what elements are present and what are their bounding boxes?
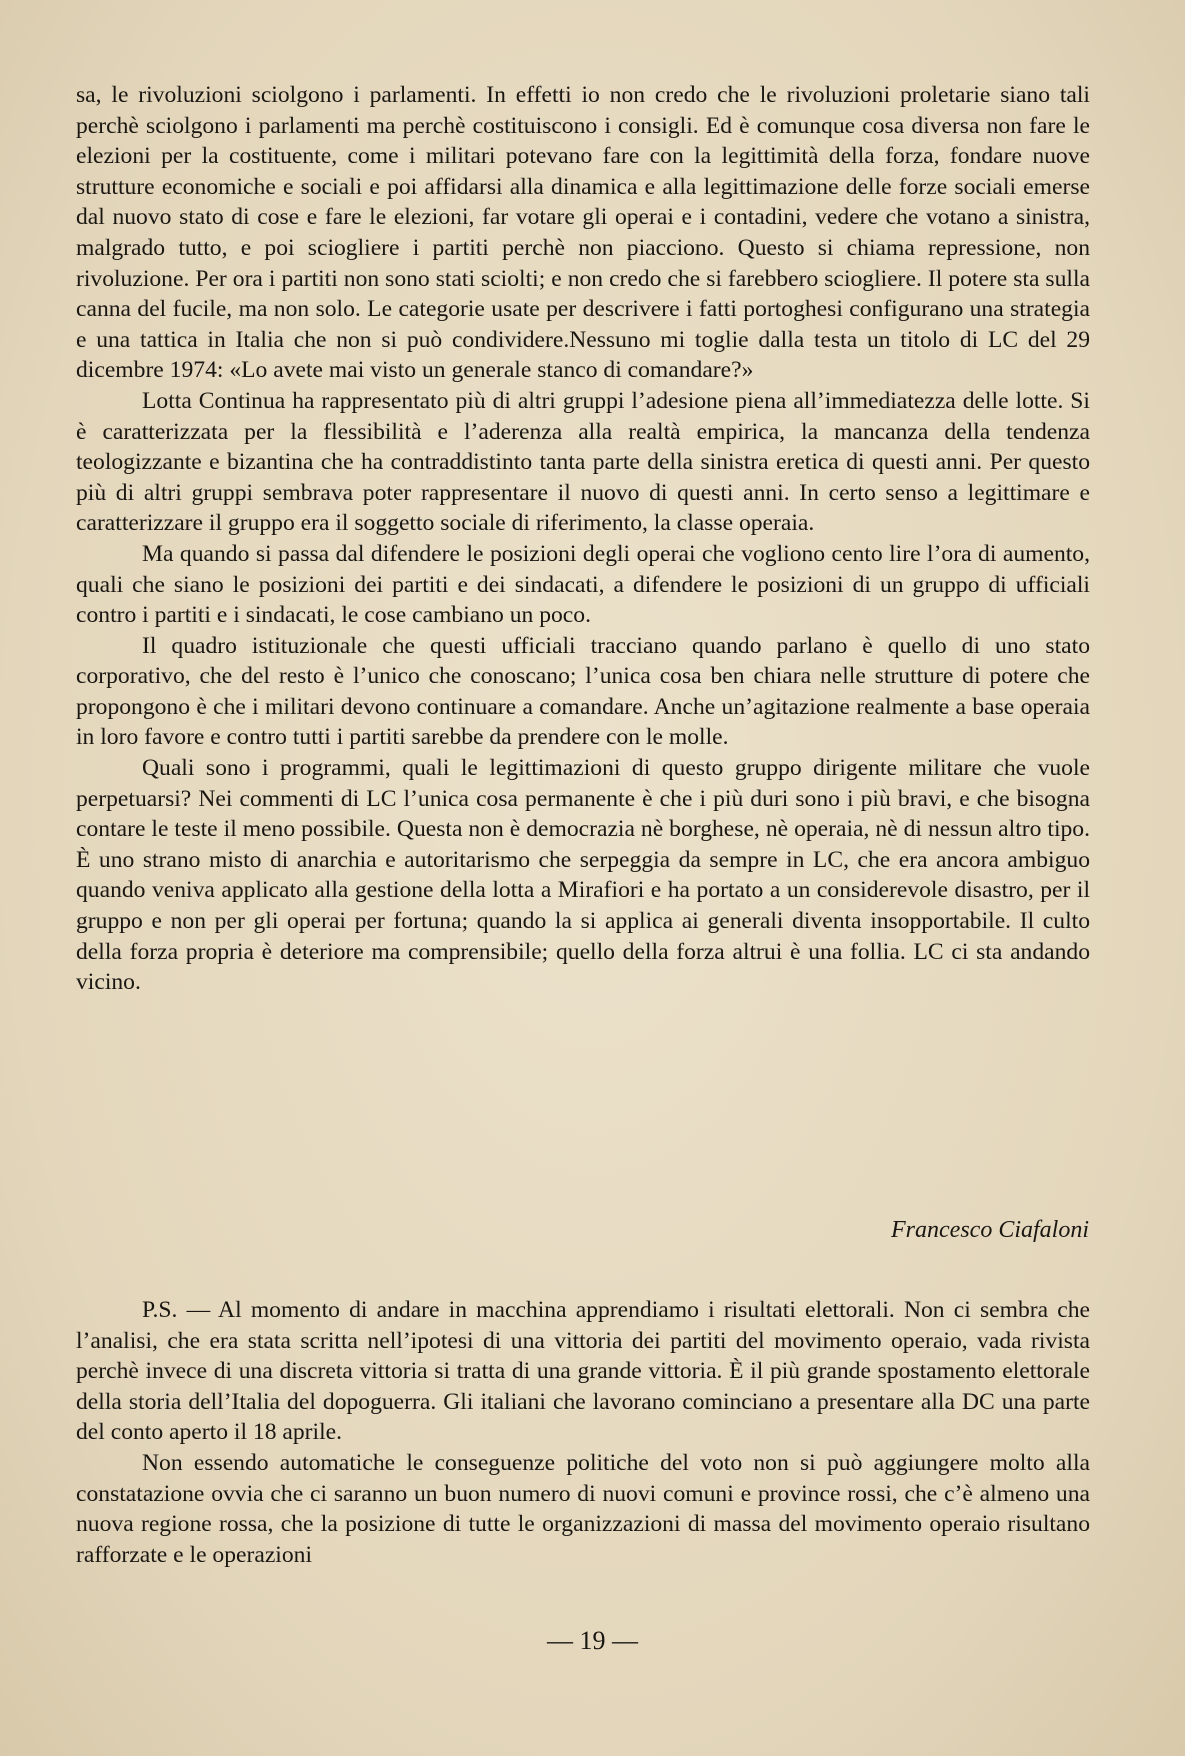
paragraph-4: Il quadro istituzionale che questi ufficiali tracciano quando parlano è quello di uno stato corporativo, che del resto è l’unico che conoscano; l’unica cosa ben chiara nelle strutture di potere che propongono è che i militari devono continuare a comandare. Anche un’agitazione realmente a base operaia in loro favore e contro tutti i partiti sarebbe da prendere con le molle. (76, 632, 1090, 751)
article-body (76, 80, 1090, 998)
paragraph-1: sa, le rivoluzioni sciolgono i parlamenti. In effetti io non credo che le rivoluzioni proletarie siano tali perchè sciolgono i parlamenti ma perchè costituiscono i consigli. Ed è comunque cosa diversa non fare le elezioni per la costituente, come i militari potevano fare con la legittimità della forza, fondare nuove strutture economiche e sociali e poi affidarsi alla dinamica e alla legittimazione delle forze sociali emerse dal nuovo stato di cose e fare le elezioni, far votare gli operai e i contadini, vedere che votano a sinistra, malgrado tutto, e poi sciogliere i partiti perchè non piacciono. Questo si chiama repressione, non rivoluzione. Per ora i partiti non sono stati sciolti; e non credo che si farebbero sciogliere. Il potere sta sulla canna del fucile, ma non solo. Le categorie usate per descrivere i fatti portoghesi configurano una strategia e una tattica in Italia che non si può condividere.Nessuno mi toglie dalla testa un titolo di LC del 29 dicembre 1974: «Lo avete mai visto un generale stanco di comandare?» (76, 82, 1090, 384)
paragraph-2: Lotta Continua ha rappresentato più di altri gruppi l’adesione piena all’immediatezza delle lotte. Si è caratterizzata per la flessibilità e l’aderenza alla realtà empirica, la mancanza della tendenza teologizzante e bizantina che ha contraddistinto tanta parte della sinistra eretica di questi anni. Per questo più di altri gruppi sembrava poter rappresentare il nuovo di questi anni. In certo senso a legittimare e caratterizzare il gruppo era il soggetto sociale di riferimento, la classe operaia. (76, 387, 1090, 537)
page-number: — 19 — (547, 1626, 638, 1655)
postscript-paragraph-2: Non essendo automatiche le conseguenze politiche del voto non si può aggiungere molto alla constatazione ovvia che ci saranno un buon numero di nuovi comuni e province rossi, che c’è almeno una nuova regione rossa, che la posizione di tutte le organizzazioni di massa del movimento operaio risultano rafforzate e le operazioni (76, 1449, 1090, 1568)
paragraph-5: Quali sono i programmi, quali le legittimazioni di questo gruppo dirigente militare che vuole perpetuarsi? Nei commenti di LC l’unica cosa permanente è che i più duri sono i più bravi, e che bisogna contare le teste il meno possibile. Questa non è democrazia nè borghese, nè operaia, nè di nessun altro tipo. È uno strano misto di anarchia e autoritarismo che serpeggia da sempre in LC, che era ancora ambiguo quando veniva applicato alla gestione della lotta a Mirafiori e ha portato a un considerevole disastro, per il gruppo e non per gli operai per fortuna; quando la si applica ai generali diventa insopportabile. Il culto della forza propria è deteriore ma comprensibile; quello della forza altrui è una follia. LC ci sta andando vicino. (76, 755, 1090, 996)
author-signature: Francesco Ciafaloni (891, 1217, 1089, 1243)
postscript-paragraph-1: P.S. — Al momento di andare in macchina apprendiamo i risultati elettorali. Non ci sembra che l’analisi, che era stata scritta nell’ipotesi di una vittoria dei partiti del movimento operaio, vada rivista perchè invece di una discreta vittoria si tratta di una grande vittoria. È il più grande spostamento elettorale della storia dell’Italia del dopoguerra. Gli italiani che lavorano cominciano a presentare alla DC una parte del conto aperto il 18 aprile. (76, 1297, 1090, 1446)
postscript (76, 1295, 1090, 1570)
paragraph-3: Ma quando si passa dal difendere le posizioni degli operai che vogliono cento lire l’ora di aumento, quali che siano le posizioni dei partiti e dei sindacati, a difendere le posizioni di un gruppo di ufficiali contro i partiti e i sindacati, le cose cambiano un poco. (76, 540, 1090, 629)
